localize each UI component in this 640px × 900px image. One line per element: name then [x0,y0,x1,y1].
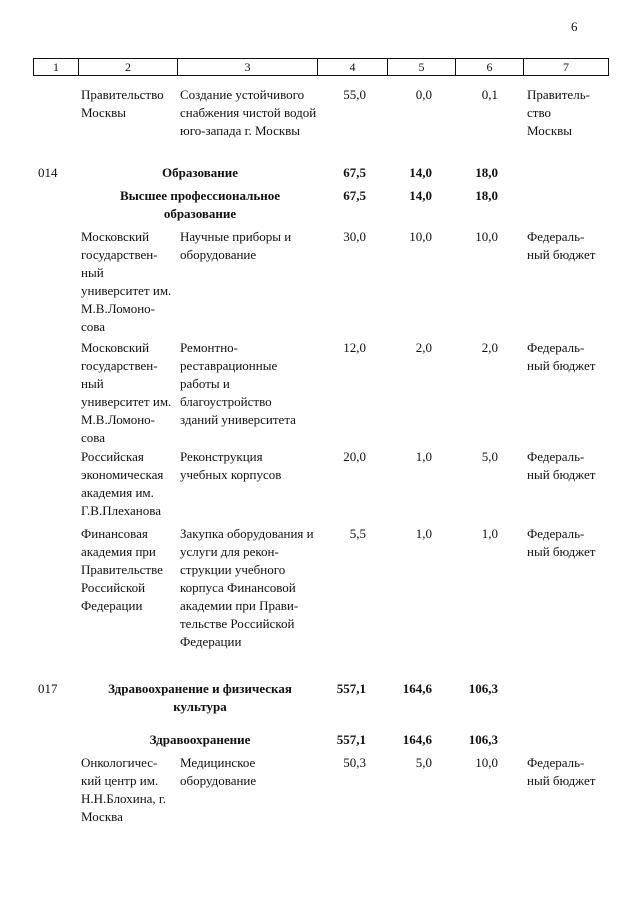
column-header-4: 4 [318,59,388,75]
value-col4: 67,5 [343,188,366,203]
column-header-6: 6 [456,59,524,75]
value-col4: 30,0 [343,229,366,244]
organization-cell: Финансовая академия при Правительстве Российской Федерации [81,526,163,613]
table-header-row [33,58,609,76]
organization-cell: Правительство Москвы [81,87,164,120]
organization-cell: Московский государствен-ный университет им. М.В.Ломоно-сова [81,229,172,334]
project-cell: Научные приборы и оборудование [180,229,292,262]
project-cell: Медицинское оборудование [180,755,257,788]
subsection-title: Высшее профессиональное образование [119,188,281,221]
funding-source-cell: Федераль-ный бюджет [527,755,596,788]
value-col5: 164,6 [402,732,432,747]
value-col5: 10,0 [409,229,432,244]
value-col4: 50,3 [343,755,366,770]
value-col5: 164,6 [402,681,432,696]
value-col5: 0,0 [415,87,432,102]
section-title: Образование [162,165,238,180]
project-cell: Закупка оборудования и услуги для рекон-струкции учебного корпуса Финансовой академии при Прави-тельстве Российской Федерации [180,526,314,649]
value-col4: 20,0 [343,449,366,464]
funding-source-cell: Правитель-ство Москвы [527,87,590,138]
funding-source-cell: Федераль-ный бюджет [527,340,596,373]
value-col4: 12,0 [343,340,366,355]
value-col6: 18,0 [475,165,498,180]
section-code: 014 [38,165,58,180]
value-col6: 0,1 [481,87,498,102]
section-code: 017 [38,681,58,696]
value-col6: 1,0 [481,526,498,541]
column-header-3: 3 [178,59,318,75]
value-col6: 10,0 [475,229,498,244]
value-col4: 557,1 [336,681,366,696]
value-col4: 55,0 [343,87,366,102]
value-col6: 106,3 [468,732,498,747]
project-cell: Ремонтно-реставрационные работы и благоустройство зданий университета [180,340,296,427]
column-header-5: 5 [388,59,456,75]
funding-source-cell: Федераль-ный бюджет [527,229,596,262]
organization-cell: Онкологичес-кий центр им. Н.Н.Блохина, г. Москва [81,755,167,824]
subsection-title: Здравоохранение [149,732,251,747]
value-col6: 18,0 [475,188,498,203]
organization-cell: Московский государствен-ный университет им. М.В.Ломоно-сова [81,340,172,445]
value-col6: 5,0 [481,449,498,464]
page-number: 6 [571,19,578,34]
column-header-2: 2 [79,59,178,75]
value-col4: 67,5 [343,165,366,180]
funding-source-cell: Федераль-ный бюджет [527,449,596,482]
column-header-1: 1 [34,59,79,75]
value-col5: 1,0 [415,449,432,464]
funding-source-cell: Федераль-ный бюджет [527,526,596,559]
value-col5: 2,0 [415,340,432,355]
value-col5: 14,0 [409,165,432,180]
value-col5: 5,0 [415,755,432,770]
value-col6: 106,3 [468,681,498,696]
value-col4: 5,5 [349,526,366,541]
section-title: Здравоохранение и физическая культура [108,681,292,714]
value-col6: 10,0 [475,755,498,770]
value-col5: 1,0 [415,526,432,541]
project-cell: Реконструкция учебных корпусов [180,449,282,482]
project-cell: Создание устойчивого снабжения чистой водой юго-запада г. Москвы [180,87,317,138]
value-col6: 2,0 [481,340,498,355]
value-col5: 14,0 [409,188,432,203]
organization-cell: Российская экономическая академия им. Г.В.Плеханова [81,449,164,518]
column-header-7: 7 [563,60,569,74]
value-col4: 557,1 [336,732,366,747]
